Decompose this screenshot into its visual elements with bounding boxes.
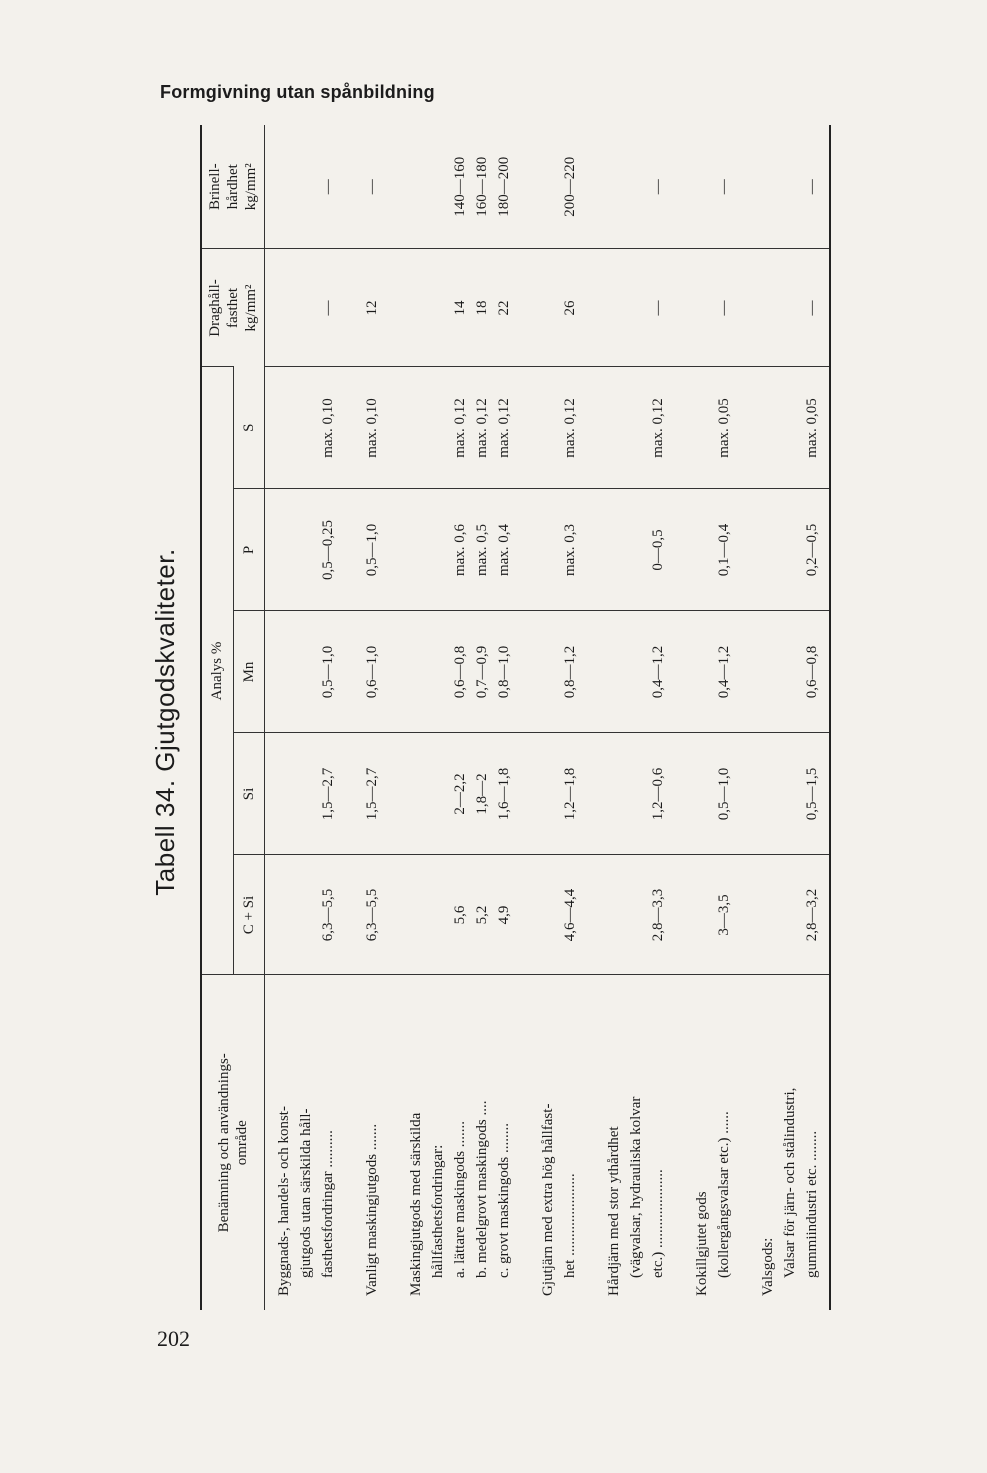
cell-mn (537, 611, 559, 733)
cell-p: 0,5—0,25 (317, 489, 339, 611)
cell-s: max. 0,12 (449, 367, 471, 489)
table-row (713, 125, 735, 1310)
cell-drag: — (647, 249, 669, 367)
cell-drag: 18 (471, 249, 493, 367)
cell-s (757, 367, 779, 489)
cell-si: 1,6—1,8 (493, 733, 515, 855)
col-header-brinell-line2: hårdhet (225, 164, 241, 210)
cell-p (295, 489, 317, 611)
cell-name: Hårdjärn med stor ythårdhet (603, 975, 625, 1310)
cell-si (581, 733, 603, 855)
cell-brin (735, 125, 757, 249)
table-row (757, 125, 779, 1310)
cell-drag: 22 (493, 249, 515, 367)
cell-p (339, 489, 361, 611)
cell-drag (265, 249, 296, 367)
cell-name: Maskingjutgods med särskilda (405, 975, 427, 1310)
col-header-name-line1: Benämning och användnings- (216, 1053, 232, 1233)
header-row-top (201, 125, 233, 1310)
cell-p (537, 489, 559, 611)
cell-drag (537, 249, 559, 367)
col-header-mn: Mn (233, 611, 264, 733)
cell-p (515, 489, 537, 611)
table-row (471, 125, 493, 1310)
cell-brin (625, 125, 647, 249)
cell-drag: — (713, 249, 735, 367)
table-row (603, 125, 625, 1310)
table-row (449, 125, 471, 1310)
cell-mn (427, 611, 449, 733)
cell-si (383, 733, 405, 855)
cell-mn: 0,7—0,9 (471, 611, 493, 733)
cell-drag: 26 (559, 249, 581, 367)
cell-s (779, 367, 801, 489)
cell-s (265, 367, 296, 489)
table-row (515, 125, 537, 1310)
cell-si (537, 733, 559, 855)
table-caption: Tabell 34. Gjutgodskvaliteter. (150, 548, 180, 896)
cell-p (669, 489, 691, 611)
cell-name: b. medelgrovt maskingods .... (471, 975, 493, 1310)
cell-name: hållfasthetsfordringar: (427, 975, 449, 1310)
table-row (383, 125, 405, 1310)
cell-mn (691, 611, 713, 733)
cell-name: Valsar för järn- och stålindustri, (779, 975, 801, 1310)
cell-p (691, 489, 713, 611)
cell-p: 0—0,5 (647, 489, 669, 611)
cell-s: max. 0,10 (361, 367, 383, 489)
cell-s (581, 367, 603, 489)
cell-mn (735, 611, 757, 733)
cell-name: Gjutjärn med extra hög hållfast- (537, 975, 559, 1310)
cell-mn: 0,8—1,2 (559, 611, 581, 733)
cell-brin (515, 125, 537, 249)
cell-si: 1,8—2 (471, 733, 493, 855)
cell-p (405, 489, 427, 611)
cell-p (779, 489, 801, 611)
cell-si (295, 733, 317, 855)
cell-si: 1,5—2,7 (361, 733, 383, 855)
cell-s: max. 0,12 (647, 367, 669, 489)
cell-s: max. 0,12 (471, 367, 493, 489)
cell-csi (515, 855, 537, 975)
cell-csi (603, 855, 625, 975)
cell-p: 0,2—0,5 (801, 489, 830, 611)
cell-brin: — (649, 179, 666, 195)
cell-name (735, 975, 757, 1310)
col-header-drag-line3: kg/mm² (243, 284, 259, 332)
cell-drag (405, 249, 427, 367)
cell-p (581, 489, 603, 611)
cell-csi (405, 855, 427, 975)
cell-brin (603, 125, 625, 249)
cell-si: 1,2—1,8 (559, 733, 581, 855)
cell-s (669, 367, 691, 489)
cell-mn: 0,4—1,2 (713, 611, 735, 733)
cell-brin (405, 125, 427, 249)
table-row (669, 125, 691, 1310)
col-header-drag (201, 249, 265, 367)
cell-mn: 0,5—1,0 (317, 611, 339, 733)
cell-mn (603, 611, 625, 733)
cell-brin (581, 125, 603, 249)
table-row (625, 125, 647, 1310)
cell-mn (405, 611, 427, 733)
cell-si (265, 733, 296, 855)
cell-mn (625, 611, 647, 733)
table-row (493, 125, 515, 1310)
cell-mn (383, 611, 405, 733)
cell-brin (537, 125, 559, 249)
cell-brin: — (803, 179, 820, 195)
cell-csi (295, 855, 317, 975)
table-row (361, 125, 383, 1310)
cell-s (427, 367, 449, 489)
cell-p (383, 489, 405, 611)
cell-s (383, 367, 405, 489)
cell-brin: — (363, 179, 380, 195)
cell-mn (265, 611, 296, 733)
table-row (427, 125, 449, 1310)
cell-brin (757, 125, 779, 249)
table-row (537, 125, 559, 1310)
cell-drag (735, 249, 757, 367)
cell-p: max. 0,4 (493, 489, 515, 611)
cell-mn: 0,4—1,2 (647, 611, 669, 733)
cell-brin (779, 125, 801, 249)
cell-brin (265, 125, 296, 249)
cell-si: 2—2,2 (449, 733, 471, 855)
col-header-brinell-line3: kg/mm² (243, 163, 259, 211)
cell-csi: 2,8—3,3 (647, 855, 669, 975)
cell-brin (383, 125, 405, 249)
cell-drag (691, 249, 713, 367)
cell-p (427, 489, 449, 611)
cell-brin: 200—220 (561, 156, 578, 217)
cell-csi (537, 855, 559, 975)
cell-drag: 14 (449, 249, 471, 367)
cell-s (295, 367, 317, 489)
cell-p: max. 0,5 (471, 489, 493, 611)
cell-s (603, 367, 625, 489)
col-header-s: S (233, 367, 264, 489)
cell-drag: — (317, 249, 339, 367)
cell-si: 1,5—2,7 (317, 733, 339, 855)
cell-drag: — (801, 249, 830, 367)
cell-drag (779, 249, 801, 367)
cell-name (339, 975, 361, 1310)
col-header-p: P (233, 489, 264, 611)
cell-brin (669, 125, 691, 249)
cell-mn: 0,6—1,0 (361, 611, 383, 733)
cell-csi: 4,6—4,4 (559, 855, 581, 975)
cell-csi: 5,6 (449, 855, 471, 975)
cell-si (405, 733, 427, 855)
cell-si (427, 733, 449, 855)
cell-p: max. 0,3 (559, 489, 581, 611)
cell-name (669, 975, 691, 1310)
cell-drag (669, 249, 691, 367)
col-header-name (201, 975, 265, 1310)
rotated-table-block (140, 112, 900, 1332)
cell-p (735, 489, 757, 611)
cell-name: Vanligt maskingjutgods ....... (361, 975, 383, 1310)
cell-name: Kokillgjutet gods (691, 975, 713, 1310)
cell-brin (295, 125, 317, 249)
cell-brin: 140—160 (451, 156, 468, 217)
cell-csi (427, 855, 449, 975)
table-row (581, 125, 603, 1310)
cell-csi: 4,9 (493, 855, 515, 975)
cell-csi: 6,3—5,5 (361, 855, 383, 975)
cell-csi (757, 855, 779, 975)
cell-mn (581, 611, 603, 733)
cell-name (383, 975, 405, 1310)
cell-csi: 2,8—3,2 (801, 855, 830, 975)
table-row (405, 125, 427, 1310)
table-row (265, 125, 296, 1310)
col-header-brinell-line1: Brinell- (207, 163, 223, 211)
table-row (735, 125, 757, 1310)
page-number: 202 (157, 1326, 190, 1351)
cell-s (339, 367, 361, 489)
col-header-si: Si (233, 733, 264, 855)
cell-p (265, 489, 296, 611)
cell-brin: 180—200 (495, 156, 512, 217)
cell-csi: 6,3—5,5 (317, 855, 339, 975)
cell-name: etc.) ..................... (647, 975, 669, 1310)
cell-name: a. lättare maskingods ....... (449, 975, 471, 1310)
cell-s: max. 0,05 (713, 367, 735, 489)
cell-drag (383, 249, 405, 367)
cell-si: 0,5—1,5 (801, 733, 830, 855)
cell-si (779, 733, 801, 855)
cell-s (735, 367, 757, 489)
cell-drag (757, 249, 779, 367)
cell-csi (691, 855, 713, 975)
cell-brin: — (319, 179, 336, 195)
col-header-drag-line1: Draghåll- (207, 279, 223, 337)
cell-s (405, 367, 427, 489)
cell-brin: 160—180 (473, 156, 490, 217)
cell-brin (691, 125, 713, 249)
cell-name: (kollergångsvalsar etc.) ...... (713, 975, 735, 1310)
cell-s (515, 367, 537, 489)
cell-csi (735, 855, 757, 975)
cell-mn (779, 611, 801, 733)
cell-mn (757, 611, 779, 733)
cell-drag: 12 (361, 249, 383, 367)
cell-name: gjutgods utan särskilda håll- (295, 975, 317, 1310)
cell-p: max. 0,6 (449, 489, 471, 611)
cell-csi: 3—3,5 (713, 855, 735, 975)
cell-si (669, 733, 691, 855)
cell-name: Byggnads-, handels- och konst- (265, 975, 296, 1310)
cell-p (625, 489, 647, 611)
cell-mn (339, 611, 361, 733)
cell-name: c. grovt maskingods ........ (493, 975, 515, 1310)
col-header-analys: Analys % (201, 367, 233, 975)
table-row (339, 125, 361, 1310)
cell-s (625, 367, 647, 489)
cell-brin (339, 125, 361, 249)
table-row (779, 125, 801, 1310)
cell-s: max. 0,12 (493, 367, 515, 489)
cell-s: max. 0,10 (317, 367, 339, 489)
cell-si (625, 733, 647, 855)
cell-csi (383, 855, 405, 975)
col-header-csi: C + Si (233, 855, 264, 975)
cell-drag (295, 249, 317, 367)
cell-name: Valsgods: (757, 975, 779, 1310)
cell-mn: 0,8—1,0 (493, 611, 515, 733)
cell-p: 0,5—1,0 (361, 489, 383, 611)
cell-si (515, 733, 537, 855)
cell-mn (295, 611, 317, 733)
cell-si: 0,5—1,0 (713, 733, 735, 855)
cell-p: 0,1—0,4 (713, 489, 735, 611)
table-row (691, 125, 713, 1310)
cell-mn: 0,6—0,8 (449, 611, 471, 733)
cell-drag (427, 249, 449, 367)
cell-csi (265, 855, 296, 975)
table-body (265, 125, 831, 1310)
cell-brin (427, 125, 449, 249)
cell-p (757, 489, 779, 611)
table-row (317, 125, 339, 1310)
cell-drag (603, 249, 625, 367)
running-header: Formgivning utan spånbildning (160, 82, 435, 102)
cell-name: fasthetsfordringar .......... (317, 975, 339, 1310)
cell-si: 1,2—0,6 (647, 733, 669, 855)
cell-name: (vägvalsar, hydrauliska kolvar (625, 975, 647, 1310)
cell-csi (625, 855, 647, 975)
col-header-brinell (201, 125, 265, 249)
cell-csi (779, 855, 801, 975)
cell-p (603, 489, 625, 611)
cell-name (515, 975, 537, 1310)
cell-brin: — (715, 179, 732, 195)
cell-drag (515, 249, 537, 367)
cell-drag (581, 249, 603, 367)
cell-csi (669, 855, 691, 975)
cell-csi (339, 855, 361, 975)
table-row (559, 125, 581, 1310)
table-row (647, 125, 669, 1310)
col-header-drag-line2: fasthet (225, 287, 241, 328)
cell-csi: 5,2 (471, 855, 493, 975)
cell-s (691, 367, 713, 489)
cell-mn (669, 611, 691, 733)
cell-si (757, 733, 779, 855)
cell-mn (515, 611, 537, 733)
cell-si (339, 733, 361, 855)
table-row (295, 125, 317, 1310)
col-header-name-line2: område (234, 1120, 250, 1166)
table-row (801, 125, 830, 1310)
cell-s: max. 0,12 (559, 367, 581, 489)
cell-mn: 0,6—0,8 (801, 611, 830, 733)
cell-drag (339, 249, 361, 367)
cell-name: gummiindustri etc. ........ (801, 975, 830, 1310)
cell-si (603, 733, 625, 855)
cell-si (735, 733, 757, 855)
cell-s (537, 367, 559, 489)
cell-si (691, 733, 713, 855)
cell-name: het ...................... (559, 975, 581, 1310)
casting-grades-table (200, 125, 831, 1310)
cell-s: max. 0,05 (801, 367, 830, 489)
cell-drag (625, 249, 647, 367)
cell-csi (581, 855, 603, 975)
cell-name (581, 975, 603, 1310)
